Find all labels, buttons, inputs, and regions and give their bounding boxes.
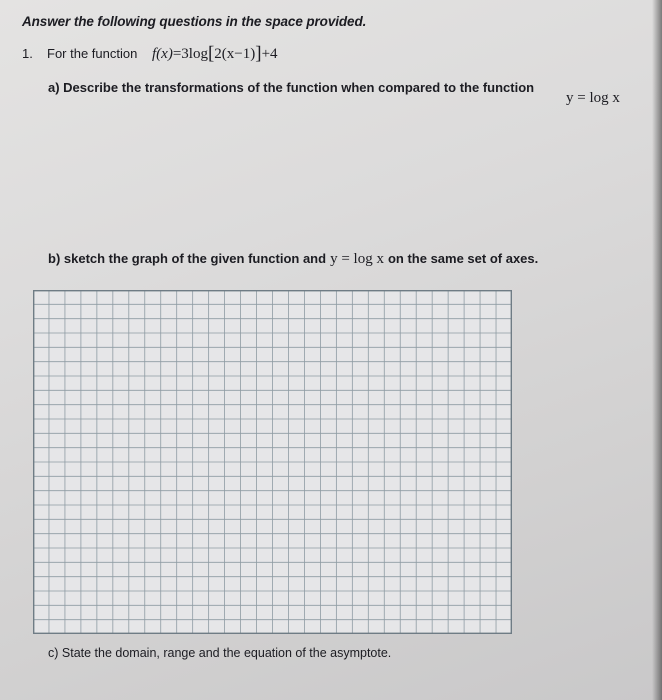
part-a-parent-function: y = log x [566, 90, 620, 106]
function-inner: 2(x−1) [214, 46, 256, 62]
function-expression [152, 42, 278, 64]
part-c-prompt: c) State the domain, range and the equation of the asymptote. [48, 646, 392, 660]
question-intro: For the function [47, 46, 138, 61]
part-a-prompt: a) Describe the transformations of the function when compared to the function [48, 80, 535, 95]
part-b-prompt [48, 251, 538, 268]
function-open-bracket: [ [207, 43, 215, 64]
function-close-bracket: ] [255, 43, 262, 64]
question-number: 1. [22, 46, 33, 61]
function-lhs: f(x) [152, 46, 173, 62]
part-b-parent-function: y = log x [330, 251, 384, 267]
instructions-header: Answer the following questions in the space provided. [22, 14, 367, 29]
function-tail: +4 [261, 46, 278, 62]
graph-grid[interactable] [33, 290, 512, 634]
page-edge-shadow [652, 0, 662, 700]
part-b-text-before: b) sketch the graph of the given function and [48, 251, 327, 266]
part-b-text-after: on the same set of axes. [387, 251, 539, 266]
function-eq: =3log [172, 46, 208, 62]
